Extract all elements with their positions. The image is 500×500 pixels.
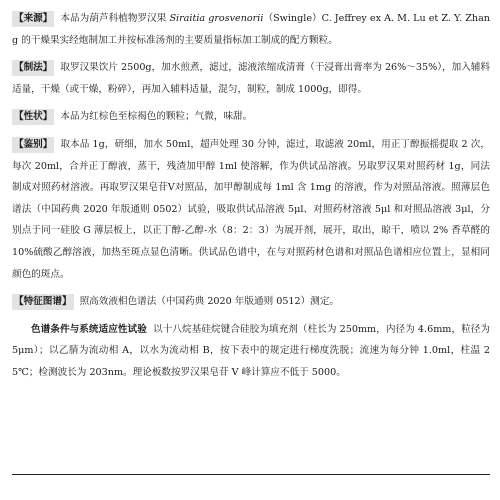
chromatography-label: 色谱条件与系统适应性试验 <box>31 323 147 335</box>
traits-tag: 【性状】 <box>12 109 54 125</box>
identification-paragraph <box>12 134 490 285</box>
chromatography-text: 以十八烷基硅烷键合硅胶为填充剂（柱长为 250mm，内径为 4.6mm，粒径为 5μm）；以乙腈为流动相 A，以水为流动相 B，按下表中的规定进行梯度洗脱；流速为每分钟 1.0ml，柱温 25℃；检测波长为 203nm。理论板数按罗汉果皂苷 V 峰计算应不低于 5000。 <box>12 323 491 378</box>
source-text-post: （Swingle）C. Jeffrey ex A. M. Lu et Z. Y. Zhang 的干燥果实经炮制加工并按标准汤剂的主要质量指标加工制成的配方颗粒。 <box>12 13 490 46</box>
identification-tag: 【鉴别】 <box>12 137 54 153</box>
chromatography-paragraph <box>12 319 490 384</box>
identification-text: 取本品 1g，研细，加水 50ml，超声处理 30 分钟，滤过，取滤液 20ml，用正丁醇振摇提取 2 次，每次 20ml，合并正丁醇液，蒸干，残渣加甲醇 1ml 使溶解，作为供试品溶液。另取罗汉果对照药材 1g，同法制成对照药材溶液。再取罗汉果皂苷Ⅴ对照品，加甲醇制成每 1ml 含 1mg 的溶液，作为对照品溶液。照薄层色谱法（中国药典 2020 年版通则 0502）试验，吸取供试品溶液 5μl、对照药材溶液 5μl 和对照品溶液 3μl，分别点于同一硅胶 G 薄层板上，以正丁醇-乙醇-水（8：2：3）为展开剂，展开，取出，晾干，喷以 2% 香草醛的 10%硫酸乙醇溶液，加热至斑点显色清晰。供试品色谱中，在与对照药材色谱和对照品色谱相应位置上，显相同颜色的斑点。 <box>12 138 490 280</box>
bottom-rule <box>12 474 490 475</box>
source-tag: 【来源】 <box>12 11 54 27</box>
method-tag: 【制法】 <box>12 60 54 76</box>
fingerprint-paragraph <box>12 291 490 313</box>
source-latin-name: Siraitia grosvenorii <box>169 13 264 24</box>
fingerprint-text: 照高效液相色谱法（中国药典 2020 年版通则 0512）测定。 <box>79 296 340 308</box>
source-paragraph <box>12 8 490 51</box>
traits-paragraph <box>12 106 490 128</box>
document-body <box>12 8 490 384</box>
source-text-pre: 本品为葫芦科植物罗汉果 <box>60 13 170 24</box>
traits-text: 本品为红棕色至棕褐色的颗粒；气微，味甜。 <box>60 111 253 123</box>
fingerprint-tag: 【特征图谱】 <box>12 294 74 310</box>
method-paragraph <box>12 57 490 100</box>
method-text: 取罗汉果饮片 2500g，加水煎煮，滤过，滤液浓缩成清膏（干浸膏出膏率为 26%～35%），加入辅料适量，干燥（或干燥，粉碎），再加入辅料适量，混匀，制粒，制成 1000g，即得。 <box>12 62 490 95</box>
